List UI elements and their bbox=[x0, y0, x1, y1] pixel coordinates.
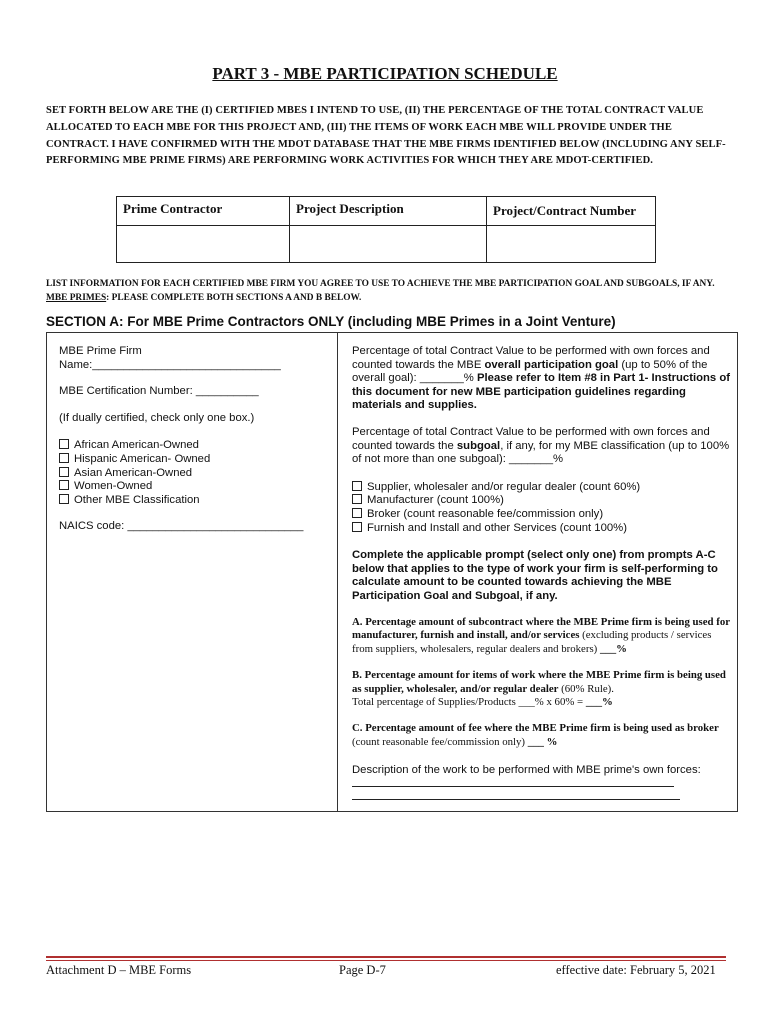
prompt-a: A. Percentage amount of subcontract where the MBE Prime firm is being used for manufacturer, furnish and install, and/or services (excluding products / services from suppliers, wholesalers, regular dealers and brokers) ___% bbox=[352, 615, 730, 656]
subgoal-paragraph: Percentage of total Contract Value to be performed with own forces and counted towards the subgoal, if any, for my MBE classification (up to 100% of not more than one subgoal): _______% bbox=[352, 425, 730, 466]
work-description-line-1[interactable] bbox=[352, 785, 674, 787]
contract-number-field[interactable] bbox=[487, 226, 656, 263]
intro-paragraph: SET FORTH BELOW ARE THE (I) CERTIFIED MBES I INTEND TO USE, (II) THE PERCENTAGE OF THE TOTAL CONTRACT VALUE ALLOCATED TO EACH MBE FOR THIS PROJECT AND, (III) THE ITEMS OF WORK EACH MBE WILL PROVIDE UNDER THE CONTRACT. I HAVE CONFIRMED WITH THE MDOT DATABASE THAT THE MBE FIRMS IDENTIFIED BELOW (INCLUDING ANY SELF-PERFORMING MBE PRIME FIRMS) ARE PERFORMING WORK ACTIVITIES FOR WHICH THEY ARE MDOT-CERTIFIED. bbox=[46, 105, 726, 167]
checkbox-supplier[interactable]: Supplier, wholesaler and/or regular dealer (count 60%) bbox=[352, 481, 730, 495]
prompt-b: B. Percentage amount for items of work where the MBE Prime firm is being used as supplier, wholesaler, and/or regular dealer (60% Rule). Total percentage of Supplies/Products ___% x 60% = ___% bbox=[352, 668, 726, 709]
work-description-label: Description of the work to be performed with MBE prime's own forces: bbox=[352, 763, 701, 776]
section-a-left-column bbox=[59, 345, 329, 534]
prompt-instructions: Complete the applicable prompt (select only one) from prompts A-C below that applies to the type of work your firm is self-performing to calculate amount to be counted towards achieving the MBE Participation Goal and Subgoal, if any. bbox=[352, 549, 718, 602]
footer-attachment: Attachment D – MBE Forms bbox=[46, 963, 192, 977]
prime-contractor-table bbox=[116, 196, 656, 263]
checkbox-icon[interactable] bbox=[352, 508, 362, 518]
footer-rule bbox=[46, 956, 726, 958]
page-title: PART 3 - MBE PARTICIPATION SCHEDULE bbox=[212, 64, 558, 83]
prime-contractor-field[interactable] bbox=[117, 226, 290, 263]
checkbox-icon[interactable] bbox=[352, 522, 362, 532]
footer-rule-thin bbox=[46, 960, 726, 961]
project-description-field[interactable] bbox=[290, 226, 487, 263]
checkbox-furnish-install[interactable]: Furnish and Install and other Services (count 100%) bbox=[352, 522, 730, 536]
firm-name-field[interactable]: Name:______________________________ bbox=[59, 358, 281, 371]
checkbox-other-mbe[interactable]: Other MBE Classification bbox=[59, 494, 329, 508]
checkbox-manufacturer[interactable]: Manufacturer (count 100%) bbox=[352, 494, 730, 508]
list-info-instructions: LIST INFORMATION FOR EACH CERTIFIED MBE FIRM YOU AGREE TO USE TO ACHIEVE THE MBE PARTICIPATION GOAL AND SUBGOALS, IF ANY. MBE PRIMES: PLEASE COMPLETE BOTH SECTIONS A AND B BELOW. bbox=[46, 279, 715, 303]
checkbox-icon[interactable] bbox=[59, 494, 69, 504]
checkbox-women-owned[interactable]: Women-Owned bbox=[59, 480, 329, 494]
work-description-line-2[interactable] bbox=[352, 798, 680, 800]
checkbox-african-american[interactable]: African American-Owned bbox=[59, 439, 329, 453]
section-a-right-column bbox=[352, 345, 730, 800]
firm-label: MBE Prime Firm bbox=[59, 345, 142, 357]
checkbox-icon[interactable] bbox=[59, 453, 69, 463]
header-contract-number: Project/Contract Number bbox=[487, 197, 656, 226]
section-a-heading: SECTION A: For MBE Prime Contractors ONLY (including MBE Primes in a Joint Venture) bbox=[46, 314, 616, 329]
dual-cert-note: (If dually certified, check only one box.) bbox=[59, 411, 255, 424]
naics-code-field[interactable]: NAICS code: ____________________________ bbox=[59, 520, 304, 533]
section-a-divider bbox=[337, 332, 338, 812]
header-project-description: Project Description bbox=[290, 197, 487, 226]
checkbox-asian-american[interactable]: Asian American-Owned bbox=[59, 467, 329, 481]
prompt-c: C. Percentage amount of fee where the MBE Prime firm is being used as broker (count reasonable fee/commission only) ___ % bbox=[352, 722, 719, 749]
checkbox-icon[interactable] bbox=[352, 494, 362, 504]
header-prime-contractor: Prime Contractor bbox=[117, 197, 290, 226]
overall-goal-paragraph: Percentage of total Contract Value to be performed with own forces and counted towards the MBE overall participation goal (up to 50% of the overall goal): _______% Please refer to Item #8 in Part 1- Instructions of this document for new MBE participation guidelines regarding materials and supplies. bbox=[352, 345, 730, 412]
checkbox-icon[interactable] bbox=[59, 480, 69, 490]
certification-number-field[interactable]: MBE Certification Number: __________ bbox=[59, 385, 259, 398]
footer-effective-date: effective date: February 5, 2021 bbox=[556, 963, 716, 977]
checkbox-icon[interactable] bbox=[59, 439, 69, 449]
checkbox-icon[interactable] bbox=[352, 481, 362, 491]
checkbox-broker[interactable]: Broker (count reasonable fee/commission only) bbox=[352, 508, 730, 522]
checkbox-hispanic-american[interactable]: Hispanic American- Owned bbox=[59, 453, 329, 467]
footer-page-number: Page D-7 bbox=[339, 963, 386, 977]
checkbox-icon[interactable] bbox=[59, 467, 69, 477]
